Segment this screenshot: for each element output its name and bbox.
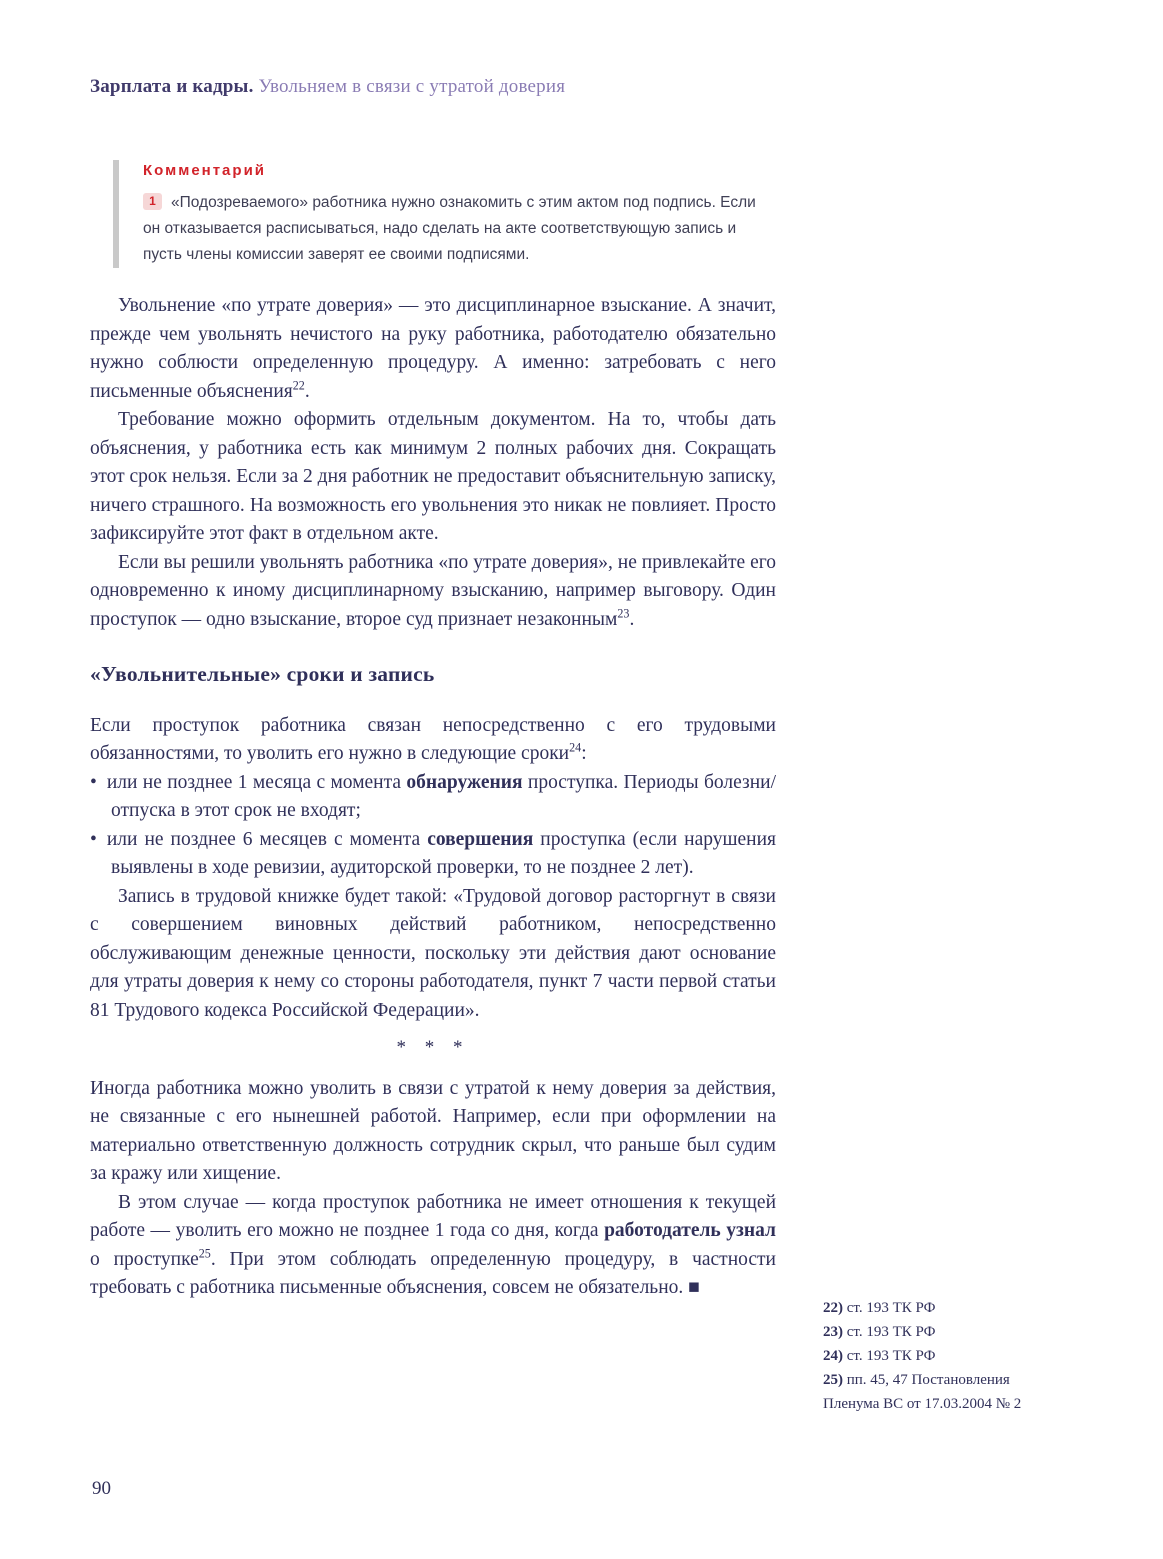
running-head-article: Увольняем в связи с утратой доверия — [253, 76, 566, 97]
comment-box — [113, 160, 768, 268]
paragraph-workbook-record: Запись в трудовой книжке будет такой: «Трудовой договор расторгнут в связи с совершением виновных действий работником, непосредственно обслуживающим денежные ценности, поскольку эти действия дают основание для утраты доверия к нему со стороны работодателя, пункт 7 части первой статьи 81 Трудового кодекса Российской Федерации». — [90, 885, 776, 1021]
section-heading-terms: «Увольнительные» сроки и запись — [90, 662, 435, 686]
footnote-number: 22) — [823, 1300, 843, 1316]
footnote-23 — [823, 1320, 1061, 1344]
section-separator-stars: * * * — [396, 1037, 470, 1058]
footnote-number: 25) — [823, 1372, 843, 1388]
footnote-24 — [823, 1344, 1061, 1368]
article-body — [90, 292, 776, 1303]
bullet-item-six-months — [90, 826, 776, 883]
paragraph-one-year-term: В этом случае — когда проступок работника не имеет отношения к текущей работе — уволить его можно не позднее 1 года со дня, когда работодатель узнал о проступке$^{25}$. При этом соблюдать определенную процедуру, в частности требовать с работника письменные объяснения, совсем не обязательно. ■ — [90, 1191, 776, 1298]
paragraph-trust-loss-other-actions: Иногда работника можно уволить в связи с утратой к нему доверия за действия, не связанные с его нынешней работой. Например, если при оформлении на материально ответственную должность сотрудник скрыл, что раньше был судим за кражу или хищение. — [90, 1077, 776, 1184]
comment-text-content: «Подозреваемого» работника нужно ознакомить с этим актом под подпись. Если он отказывается расписываться, надо сделать на акте соответствующую запись и пусть члены комиссии заверят ее своими подписями. — [143, 194, 756, 263]
footnote-22 — [823, 1296, 1061, 1320]
running-head-section: Зарплата и кадры. — [90, 76, 254, 97]
bullet-text: или не позднее 1 месяца с момента обнаружения проступка. Периоды болезни/отпуска в этот срок не входят; — [106, 771, 777, 821]
footnote-text: ст. 193 ТК РФ — [846, 1348, 936, 1364]
footnote-text: пп. 45, 47 Постановления Пленума ВС от 17.03.2004 № 2 — [823, 1372, 1022, 1412]
comment-heading: Комментарий — [143, 162, 267, 179]
page-header — [90, 76, 565, 98]
comment-content — [119, 160, 763, 268]
footnote-25 — [823, 1368, 1061, 1416]
paragraph-dismissal-penalty: Увольнение «по утрате доверия» — это дисциплинарное взыскание. А значит, прежде чем увольнять нечистого на руку работника, работодателю обязательно нужно соблюсти определенную процедуру. А именно: затребовать с него письменные объяснения$^{22}$. — [90, 295, 776, 402]
paragraph-dismissal-terms-intro: Если проступок работника связан непосредственно с его трудовыми обязанностями, то уволить его нужно в следующие сроки$^{24}$: — [90, 714, 776, 764]
page-number: 90 — [92, 1478, 111, 1499]
paragraph-explanation-demand: Требование можно оформить отдельным документом. На то, чтобы дать объяснения, у работника есть как минимум 2 полных рабочих дня. Сокращать этот срок нельзя. Если за 2 дня работник не предоставит объяснительную записку, ничего страшного. На возможность его увольнения это никак не повлияет. Просто зафиксируйте этот факт в отдельном акте. — [90, 409, 776, 544]
comment-text — [143, 190, 763, 268]
margin-footnotes — [823, 1296, 1061, 1416]
bullet-item-one-month — [90, 769, 776, 826]
footnote-text: ст. 193 ТК РФ — [846, 1300, 936, 1316]
paragraph-one-penalty-rule: Если вы решили увольнять работника «по утрате доверия», не привлекайте его одновременно к иному дисциплинарному взысканию, например выговору. Один проступок — одно взыскание, второе суд признает незаконным$^{23}$. — [90, 551, 776, 630]
bullet-text: или не позднее 6 месяцев с момента совершения проступка (если нарушения выявлены в ходе ревизии, аудиторской проверки, то не позднее 2 лет). — [106, 828, 776, 878]
footnote-number: 24) — [823, 1348, 843, 1364]
footnote-marker-1: 1 — [143, 193, 162, 210]
bullet-marker: • — [90, 828, 97, 850]
footnote-number: 23) — [823, 1324, 843, 1340]
bullet-marker: • — [90, 771, 97, 793]
footnote-text: ст. 193 ТК РФ — [846, 1324, 936, 1340]
